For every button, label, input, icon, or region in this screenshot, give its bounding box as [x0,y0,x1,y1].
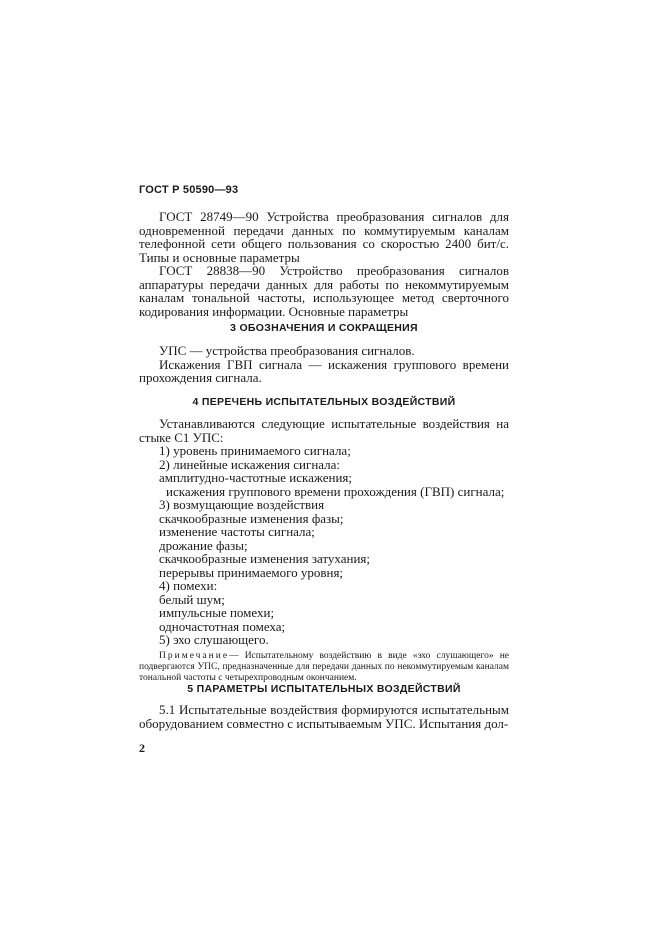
list-item-1: 1) уровень принимаемого сигнала; [159,443,351,458]
abbrev-gvp: Искажения ГВП сигнала — искажения группового времени прохождения сигнала. [139,356,509,385]
abbrev-ups: УПС — устройства преобразования сигналов. [159,343,415,358]
list-item-3: 3) возмущающие воздействия [159,497,325,512]
section-4-intro: Устанавливаются следующие испытательные воздействия на стыке С1 УПС: [139,416,509,445]
list-item-2: 2) линейные искажения сигнала: [159,456,341,472]
doc-header-code: ГОСТ Р 50590—93 [139,184,239,196]
section-4-note [139,651,509,684]
list-item-3-sub-4: скачкообразные изменения затухания; [159,551,371,566]
section-4 [139,396,509,410]
list-item-4: 4) помехи: [159,578,218,593]
list-item-2-sub-2: искажения группового времени прохождения (ГВП) сигнала; [166,483,505,499]
clause-5-1: 5.1 Испытательные воздействия формируются испытательным оборудованием совместно с испытываемым УПС. Испытания дол- [139,702,509,731]
list-item-4-sub-1: белый шум; [159,591,225,607]
section-5 [139,683,509,697]
list-item-3-sub-5: перерывы принимаемого уровня; [159,564,344,580]
section-5-title: 5 ПАРАМЕТРЫ ИСПЫТАТЕЛЬНЫХ ВОЗДЕЙСТВИЙ [187,683,461,695]
list-item-3-sub-1: скачкообразные изменения фазы; [159,510,344,526]
list-item-4-sub-2: импульсные помехи; [159,605,275,620]
section-3-body [139,344,509,385]
reference-gost-28749: ГОСТ 28749—90 Устройства преобразования сигналов для одновременной передачи данных по коммутируемым каналам телефонной сети общего пользования со скоростью 2400 бит/с. Типы и основные параметры [139,209,509,265]
page-number: 2 [139,741,145,755]
section-3 [139,322,509,336]
list-item-3-sub-3: дрожание фазы; [159,537,248,553]
section-5-body [139,703,509,730]
list-item-4-sub-3: одночастотная помеха; [159,618,286,634]
references-block [139,210,509,318]
list-item-5: 5) эхо слушающего. [159,632,269,647]
note-text: — Испытательному воздействию в виде «эхо слушающего» не подвергаются УПС, предназначенные для передачи данных по некоммутируемым каналам тональной частоты с четырехпроводным окончанием. [139,650,509,683]
reference-gost-28838: ГОСТ 28838—90 Устройство преобразования сигналов аппаратуры передачи данных для работы по некоммутируемым каналам тональной частоты, использующее метод сверточного кодирования информации. Основные параметры [139,263,509,319]
note-label: Примечание [159,650,230,661]
list-item-2-sub-1: амплитудно-частотные искажения; [159,470,353,485]
section-4-body [139,417,509,684]
list-item-3-sub-2: изменение частоты сигнала; [159,524,315,539]
section-4-title: 4 ПЕРЕЧЕНЬ ИСПЫТАТЕЛЬНЫХ ВОЗДЕЙСТВИЙ [192,396,456,408]
section-3-title: 3 ОБОЗНАЧЕНИЯ И СОКРАЩЕНИЯ [230,322,418,334]
